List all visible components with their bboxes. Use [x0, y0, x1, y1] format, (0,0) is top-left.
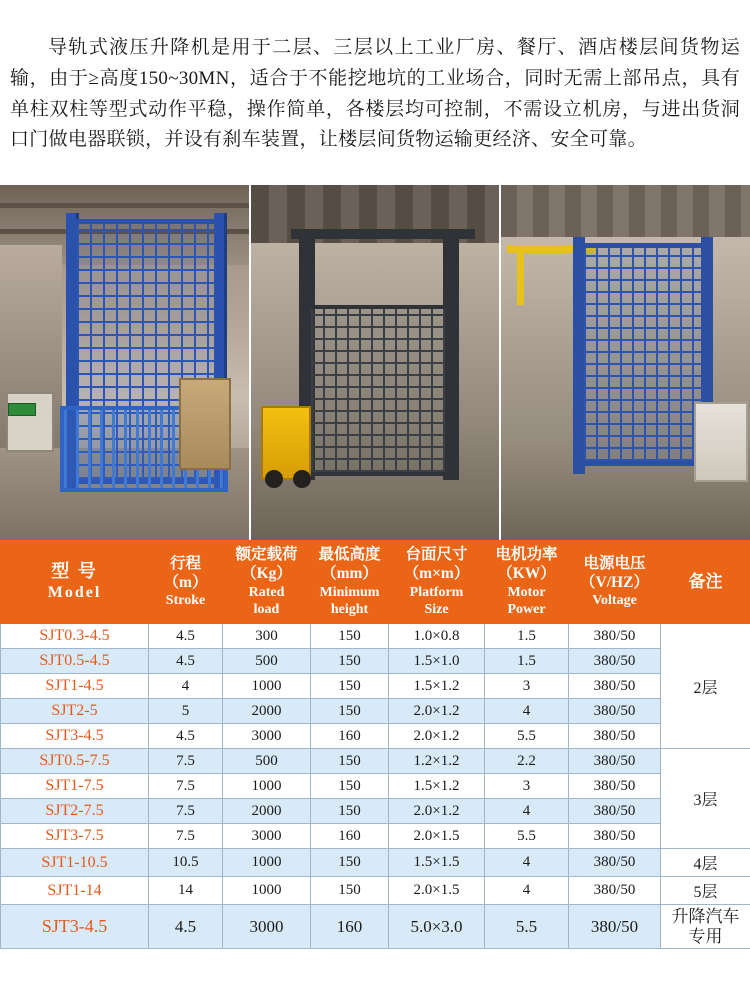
- col-header-stroke-cn1: 行程: [169, 554, 201, 572]
- cell-minimum-height: 150: [311, 624, 389, 649]
- col-header-load-en2: load: [253, 601, 280, 617]
- lift-cage: [307, 305, 449, 476]
- cell-stroke: 4.5: [149, 905, 223, 949]
- table-row: [1, 674, 750, 699]
- cell-motor-power: 5.5: [485, 724, 569, 749]
- cell-voltage: 380/50: [569, 749, 661, 774]
- cell-motor-power: 5.5: [485, 905, 569, 949]
- cell-motor-power: 4: [485, 877, 569, 905]
- cell-minimum-height: 150: [311, 877, 389, 905]
- col-header-minh-en1: Minimum: [319, 584, 380, 600]
- cell-voltage: 380/50: [569, 799, 661, 824]
- cell-minimum-height: 150: [311, 774, 389, 799]
- col-header-minh-cn1: 最低高度: [318, 546, 381, 564]
- cell-voltage: 380/50: [569, 849, 661, 877]
- cell-stroke: 5: [149, 699, 223, 724]
- cell-model: SJT1-7.5: [1, 774, 149, 799]
- remark-car-lift-line1: 升降汽车: [671, 907, 740, 927]
- cell-load: 1000: [223, 674, 311, 699]
- col-header-voltage: [569, 541, 661, 624]
- col-header-remark-cn: 备注: [688, 571, 723, 591]
- photo-dark-guide-rail-lift-with-forklift: [251, 185, 500, 540]
- cell-stroke: 7.5: [149, 749, 223, 774]
- table-row: [1, 749, 750, 774]
- remark-car-lift-line2: 专用: [688, 926, 723, 946]
- col-header-platform-size: [389, 541, 485, 624]
- col-header-stroke-cn2: （m）: [163, 573, 208, 591]
- cell-voltage: 380/50: [569, 649, 661, 674]
- cell-platform-size: 1.5×1.2: [389, 774, 485, 799]
- exit-sign: [8, 403, 36, 416]
- col-header-size-en1: Platform: [409, 584, 464, 600]
- cell-stroke: 7.5: [149, 799, 223, 824]
- cell-motor-power: 1.5: [485, 649, 569, 674]
- table-row: [1, 724, 750, 749]
- col-header-motor-cn2: （KW）: [497, 564, 556, 582]
- table-row: [1, 849, 750, 877]
- forklift-wheel: [293, 470, 311, 488]
- cell-stroke: 4.5: [149, 724, 223, 749]
- col-header-rated-load: [223, 541, 311, 624]
- cell-load: 3000: [223, 724, 311, 749]
- cell-model: SJT2-7.5: [1, 799, 149, 824]
- col-header-motor-cn1: 电机功率: [495, 546, 558, 564]
- cell-voltage: 380/50: [569, 905, 661, 949]
- cell-model: SJT0.3-4.5: [1, 624, 149, 649]
- col-header-volt-cn1: 电源电压: [583, 554, 646, 572]
- cell-voltage: 380/50: [569, 774, 661, 799]
- cell-load: 500: [223, 649, 311, 674]
- table-row: [1, 877, 750, 905]
- specification-table: [0, 540, 750, 949]
- cell-remark-car-lift: [661, 905, 750, 949]
- col-header-size-cn2: （m×m）: [403, 564, 470, 582]
- table-row: [1, 905, 750, 949]
- cell-platform-size: 2.0×1.2: [389, 724, 485, 749]
- cell-motor-power: 3: [485, 774, 569, 799]
- cell-stroke: 4.5: [149, 649, 223, 674]
- cell-model: SJT0.5-7.5: [1, 749, 149, 774]
- product-description: 导轨式液压升降机是用于二层、三层以上工业厂房、餐厅、酒店楼层间货物运输，由于≥高度150~30MN，适合于不能挖地坑的工业场合，同时无需上部吊点，具有单柱双柱等型式动作平稳，操作简单，各楼层均可控制，不需设立机房，与进出货洞口门做电器联锁，并设有刹车装置，让楼层间货物运输更经济、安全可靠。: [10, 37, 740, 151]
- yellow-forklift: [261, 406, 311, 480]
- cell-motor-power: 4: [485, 699, 569, 724]
- cell-motor-power: 4: [485, 849, 569, 877]
- col-header-remark: [661, 541, 750, 624]
- cell-minimum-height: 150: [311, 674, 389, 699]
- yellow-railing-post: [517, 245, 524, 305]
- col-header-motor-en2: Power: [507, 601, 546, 617]
- roof-beam: [0, 203, 249, 208]
- photo-blue-guide-rail-lift-in-workshop: [0, 185, 249, 540]
- cell-minimum-height: 150: [311, 799, 389, 824]
- cell-platform-size: 1.0×0.8: [389, 624, 485, 649]
- cell-platform-size: 5.0×3.0: [389, 905, 485, 949]
- table-row: [1, 649, 750, 674]
- cell-model: SJT3-4.5: [1, 724, 149, 749]
- cell-motor-power: 1.5: [485, 624, 569, 649]
- table-row: [1, 824, 750, 849]
- cell-minimum-height: 150: [311, 649, 389, 674]
- col-header-minh-cn2: （mm）: [321, 564, 378, 582]
- col-header-model-cn: 型 号: [51, 561, 98, 582]
- cell-model: SJT1-14: [1, 877, 149, 905]
- cell-platform-size: 2.0×1.2: [389, 799, 485, 824]
- cell-motor-power: 4: [485, 799, 569, 824]
- cell-load: 2000: [223, 799, 311, 824]
- cell-load: 3000: [223, 824, 311, 849]
- col-header-load-cn1: 额定载荷: [235, 546, 298, 564]
- cell-voltage: 380/50: [569, 624, 661, 649]
- col-header-volt-en: Voltage: [592, 593, 637, 609]
- cell-platform-size: 2.0×1.5: [389, 877, 485, 905]
- cell-remark-3-floors: 3层: [661, 749, 750, 849]
- forklift-wheel: [265, 470, 283, 488]
- cell-remark-4-floors: 4层: [661, 849, 750, 877]
- wall-door: [6, 392, 54, 452]
- cell-load: 300: [223, 624, 311, 649]
- stacked-cargo: [694, 402, 748, 482]
- table-row: [1, 774, 750, 799]
- col-header-motor-power: [485, 541, 569, 624]
- table-row: [1, 699, 750, 724]
- cell-minimum-height: 150: [311, 849, 389, 877]
- cell-minimum-height: 160: [311, 824, 389, 849]
- col-header-model: [1, 541, 149, 624]
- cell-load: 3000: [223, 905, 311, 949]
- cell-stroke: 7.5: [149, 774, 223, 799]
- cell-motor-power: 5.5: [485, 824, 569, 849]
- cell-model: SJT3-4.5: [1, 905, 149, 949]
- wooden-crate: [179, 378, 231, 470]
- cell-stroke: 7.5: [149, 824, 223, 849]
- cell-stroke: 14: [149, 877, 223, 905]
- product-photo-strip: [0, 185, 750, 540]
- col-header-model-en: Model: [47, 584, 102, 602]
- cell-platform-size: 1.5×1.0: [389, 649, 485, 674]
- col-header-load-en1: Rated: [248, 584, 285, 600]
- cell-motor-power: 2.2: [485, 749, 569, 774]
- col-header-size-cn1: 台面尺寸: [405, 546, 468, 564]
- cell-minimum-height: 160: [311, 905, 389, 949]
- cell-platform-size: 1.5×1.5: [389, 849, 485, 877]
- cell-platform-size: 2.0×1.5: [389, 824, 485, 849]
- col-header-volt-cn2: （V/HZ）: [580, 573, 649, 591]
- cell-voltage: 380/50: [569, 824, 661, 849]
- specification-table-wrapper: [0, 540, 750, 949]
- cell-load: 2000: [223, 699, 311, 724]
- cell-stroke: 4.5: [149, 624, 223, 649]
- cell-minimum-height: 150: [311, 749, 389, 774]
- cell-remark-5-floors: 5层: [661, 877, 750, 905]
- cell-voltage: 380/50: [569, 724, 661, 749]
- col-header-size-en2: Size: [424, 601, 449, 617]
- col-header-stroke-en: Stroke: [165, 593, 206, 609]
- cell-platform-size: 1.5×1.2: [389, 674, 485, 699]
- table-row: [1, 624, 750, 649]
- cell-stroke: 10.5: [149, 849, 223, 877]
- cell-model: SJT1-4.5: [1, 674, 149, 699]
- cell-model: SJT1-10.5: [1, 849, 149, 877]
- cell-motor-power: 3: [485, 674, 569, 699]
- cell-remark-2-floors: 2层: [661, 624, 750, 749]
- cell-platform-size: 1.2×1.2: [389, 749, 485, 774]
- cell-minimum-height: 160: [311, 724, 389, 749]
- cell-load: 1000: [223, 877, 311, 905]
- cell-model: SJT2-5: [1, 699, 149, 724]
- cell-minimum-height: 150: [311, 699, 389, 724]
- cell-voltage: 380/50: [569, 699, 661, 724]
- col-header-minh-en2: height: [330, 601, 369, 617]
- photo-blue-cage-lift-with-yellow-railing: [501, 185, 750, 540]
- cell-stroke: 4: [149, 674, 223, 699]
- table-header-row: [1, 541, 750, 624]
- col-header-stroke: [149, 541, 223, 624]
- table-body: [1, 624, 750, 949]
- col-header-motor-en1: Motor: [507, 584, 546, 600]
- cell-platform-size: 2.0×1.2: [389, 699, 485, 724]
- cell-voltage: 380/50: [569, 674, 661, 699]
- cell-model: SJT3-7.5: [1, 824, 149, 849]
- col-header-load-cn2: （Kg）: [241, 564, 292, 582]
- cell-voltage: 380/50: [569, 877, 661, 905]
- cell-load: 500: [223, 749, 311, 774]
- cell-model: SJT0.5-4.5: [1, 649, 149, 674]
- table-head: [1, 541, 750, 624]
- col-header-minimum-height: [311, 541, 389, 624]
- cell-load: 1000: [223, 849, 311, 877]
- table-row: [1, 799, 750, 824]
- lift-cage: [579, 243, 707, 466]
- cell-load: 1000: [223, 774, 311, 799]
